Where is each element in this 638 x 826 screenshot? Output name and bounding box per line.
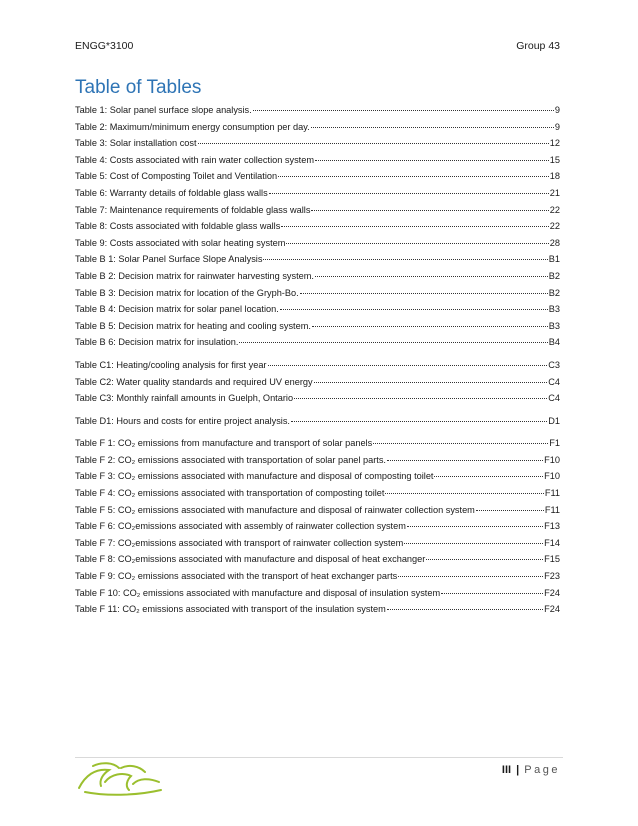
toc-entry-page: 15 (549, 154, 560, 165)
toc-entry-label: Table F 6: CO₂emissions associated with assembly of rainwater collection system (75, 521, 406, 532)
toc-leader-dots (291, 421, 547, 422)
gryph-logo-icon (75, 758, 165, 798)
toc-entry-label: Table F 3: CO₂ emissions associated with manufacture and disposal of composting toilet (75, 471, 434, 482)
toc-leader-dots (311, 127, 554, 128)
toc-entry-label: Table F 9: CO₂ emissions associated with the transport of heat exchanger parts (75, 571, 398, 582)
toc-entry-label: Table B 3: Decision matrix for location of the Gryph-Bo. (75, 287, 299, 298)
toc-entry-label: Table C1: Heating/cooling analysis for first year (75, 359, 267, 370)
toc-entry-page: B2 (548, 270, 560, 281)
toc-entry-label: Table B 4: Decision matrix for solar panel location. (75, 304, 279, 315)
toc-entry-label: Table 6: Warranty details of foldable glass walls (75, 187, 268, 198)
toc-entry[interactable] (75, 538, 560, 555)
toc-leader-dots (387, 460, 543, 461)
toc-entry[interactable] (75, 205, 560, 222)
toc-entry-page: 21 (549, 187, 560, 198)
toc-entry-page: F10 (544, 471, 560, 482)
toc-entry-label: Table 5: Cost of Composting Toilet and Ventilation (75, 171, 278, 182)
toc-leader-dots (312, 326, 548, 327)
toc-entry-label: Table 9: Costs associated with solar heating system (75, 237, 286, 248)
toc-entry-page: F14 (544, 537, 560, 548)
toc-entry[interactable] (75, 337, 560, 354)
toc-entry[interactable] (75, 588, 560, 605)
toc-entry[interactable] (75, 571, 560, 588)
toc-entry[interactable] (75, 488, 560, 505)
toc-leader-dots (286, 243, 548, 244)
toc-leader-dots (404, 543, 543, 544)
toc-leader-dots (263, 259, 547, 260)
toc-entry-page: B2 (548, 287, 560, 298)
page-title: Table of Tables (75, 77, 202, 98)
header-group: Group 43 (516, 40, 560, 52)
toc-leader-dots (311, 210, 548, 211)
toc-leader-dots (198, 143, 549, 144)
toc-entry[interactable] (75, 122, 560, 139)
toc-entry[interactable] (75, 221, 560, 238)
toc-entry[interactable] (75, 554, 560, 571)
toc-entry-label: Table C2: Water quality standards and required UV energy (75, 376, 313, 387)
toc-entry[interactable] (75, 521, 560, 538)
toc-leader-dots (441, 593, 543, 594)
toc-entry-page: B3 (548, 304, 560, 315)
toc-entry-page: F1 (549, 438, 560, 449)
header-course: ENGG*3100 (75, 40, 134, 52)
toc-leader-dots (294, 398, 547, 399)
toc-entry[interactable] (75, 321, 560, 338)
toc-entry-label: Table F 10: CO₂ emissions associated with manufacture and disposal of insulation system (75, 587, 441, 598)
toc-entry-label: Table F 4: CO₂ emissions associated with transportation of composting toilet (75, 488, 385, 499)
toc-entry[interactable] (75, 393, 560, 410)
toc-entry-page: 12 (549, 138, 560, 149)
toc-entry-label: Table F 8: CO₂emissions associated with manufacture and disposal of heat exchanger (75, 554, 426, 565)
toc-leader-dots (239, 342, 547, 343)
toc-entry-label: Table 4: Costs associated with rain water collection system (75, 154, 314, 165)
toc-entry-label: Table 7: Maintenance requirements of foldable glass walls (75, 204, 311, 215)
toc-entry-label: Table 1: Solar panel surface slope analysis. (75, 105, 252, 115)
toc-entry-label: Table B 6: Decision matrix for insulation. (75, 337, 239, 348)
page-separator: | (516, 764, 520, 776)
toc-entry[interactable] (75, 438, 560, 455)
toc-entry[interactable] (75, 138, 560, 155)
toc-entry-page: B1 (548, 254, 560, 265)
toc-entry[interactable] (75, 360, 560, 377)
toc-leader-dots (426, 559, 543, 560)
toc-entry[interactable] (75, 171, 560, 188)
toc-entry[interactable] (75, 105, 560, 122)
page-number (502, 764, 560, 776)
toc-entry-label: Table B 1: Solar Panel Surface Slope Analysis (75, 254, 263, 265)
toc-entry-label: Table F 2: CO₂ emissions associated with transportation of solar panel parts. (75, 454, 386, 465)
toc-leader-dots (314, 382, 548, 383)
toc-entry-label: Table 8: Costs associated with foldable glass walls (75, 221, 281, 232)
toc-entry-page: 9 (554, 105, 560, 115)
toc-entry-page: B4 (548, 337, 560, 348)
table-of-tables (75, 105, 560, 621)
toc-leader-dots (268, 365, 548, 366)
toc-entry-label: Table B 2: Decision matrix for rainwater harvesting system. (75, 270, 314, 281)
toc-entry-label: Table B 5: Decision matrix for heating and cooling system. (75, 320, 311, 331)
toc-entry-page: 22 (549, 204, 560, 215)
toc-entry[interactable] (75, 455, 560, 472)
toc-leader-dots (269, 193, 549, 194)
toc-entry-label: Table F 1: CO₂ emissions from manufacture and transport of solar panels (75, 438, 373, 449)
toc-entry[interactable] (75, 505, 560, 522)
toc-leader-dots (476, 510, 544, 511)
toc-entry-page: F13 (544, 521, 560, 532)
toc-entry[interactable] (75, 604, 560, 621)
toc-leader-dots (385, 493, 543, 494)
toc-entry-label: Table D1: Hours and costs for entire project analysis. (75, 415, 290, 426)
toc-entry-page: F10 (544, 454, 560, 465)
page-roman: III (501, 764, 512, 776)
toc-leader-dots (398, 576, 543, 577)
toc-entry-page: F11 (544, 488, 560, 499)
toc-entry[interactable] (75, 471, 560, 488)
toc-entry[interactable] (75, 271, 560, 288)
toc-leader-dots (278, 176, 549, 177)
toc-entry[interactable] (75, 238, 560, 255)
toc-entry-page: 18 (549, 171, 560, 182)
toc-entry-page: F23 (544, 571, 560, 582)
toc-entry-page: F11 (544, 504, 560, 515)
toc-entry-page: C4 (548, 376, 560, 387)
toc-entry-label: Table 3: Solar installation cost (75, 138, 197, 149)
toc-entry[interactable] (75, 304, 560, 321)
toc-entry[interactable] (75, 377, 560, 394)
toc-leader-dots (407, 526, 543, 527)
toc-entry-page: 28 (549, 237, 560, 248)
toc-entry-page: C3 (548, 359, 560, 370)
toc-entry[interactable] (75, 188, 560, 205)
toc-entry-label: Table F 5: CO₂ emissions associated with manufacture and disposal of rainwater collection system (75, 504, 475, 515)
toc-entry-page: D1 (548, 415, 560, 426)
toc-leader-dots (315, 160, 549, 161)
toc-entry-page: 9 (554, 121, 560, 132)
toc-leader-dots (434, 476, 543, 477)
toc-entry-label: Table 2: Maximum/minimum energy consumption per day. (75, 121, 310, 132)
toc-entry[interactable] (75, 288, 560, 305)
toc-leader-dots (387, 609, 543, 610)
toc-leader-dots (280, 309, 548, 310)
page-word: Page (524, 764, 560, 776)
toc-entry-page: F24 (544, 587, 560, 598)
toc-leader-dots (373, 443, 548, 444)
toc-entry-label: Table F 11: CO₂ emissions associated with transport of the insulation system (75, 604, 386, 615)
toc-entry-label: Table C3: Monthly rainfall amounts in Guelph, Ontario (75, 393, 294, 404)
toc-leader-dots (300, 293, 548, 294)
toc-entry-page: F15 (544, 554, 560, 565)
toc-entry-page: F24 (544, 604, 560, 615)
toc-entry[interactable] (75, 254, 560, 271)
toc-entry[interactable] (75, 155, 560, 172)
toc-entry-page: B3 (548, 320, 560, 331)
toc-entry[interactable] (75, 416, 560, 433)
toc-entry-label: Table F 7: CO₂emissions associated with transport of rainwater collection system (75, 537, 404, 548)
toc-leader-dots (315, 276, 548, 277)
toc-entry-page: C4 (548, 393, 560, 404)
toc-leader-dots (281, 226, 548, 227)
toc-entry-page: 22 (549, 221, 560, 232)
toc-leader-dots (253, 110, 554, 111)
